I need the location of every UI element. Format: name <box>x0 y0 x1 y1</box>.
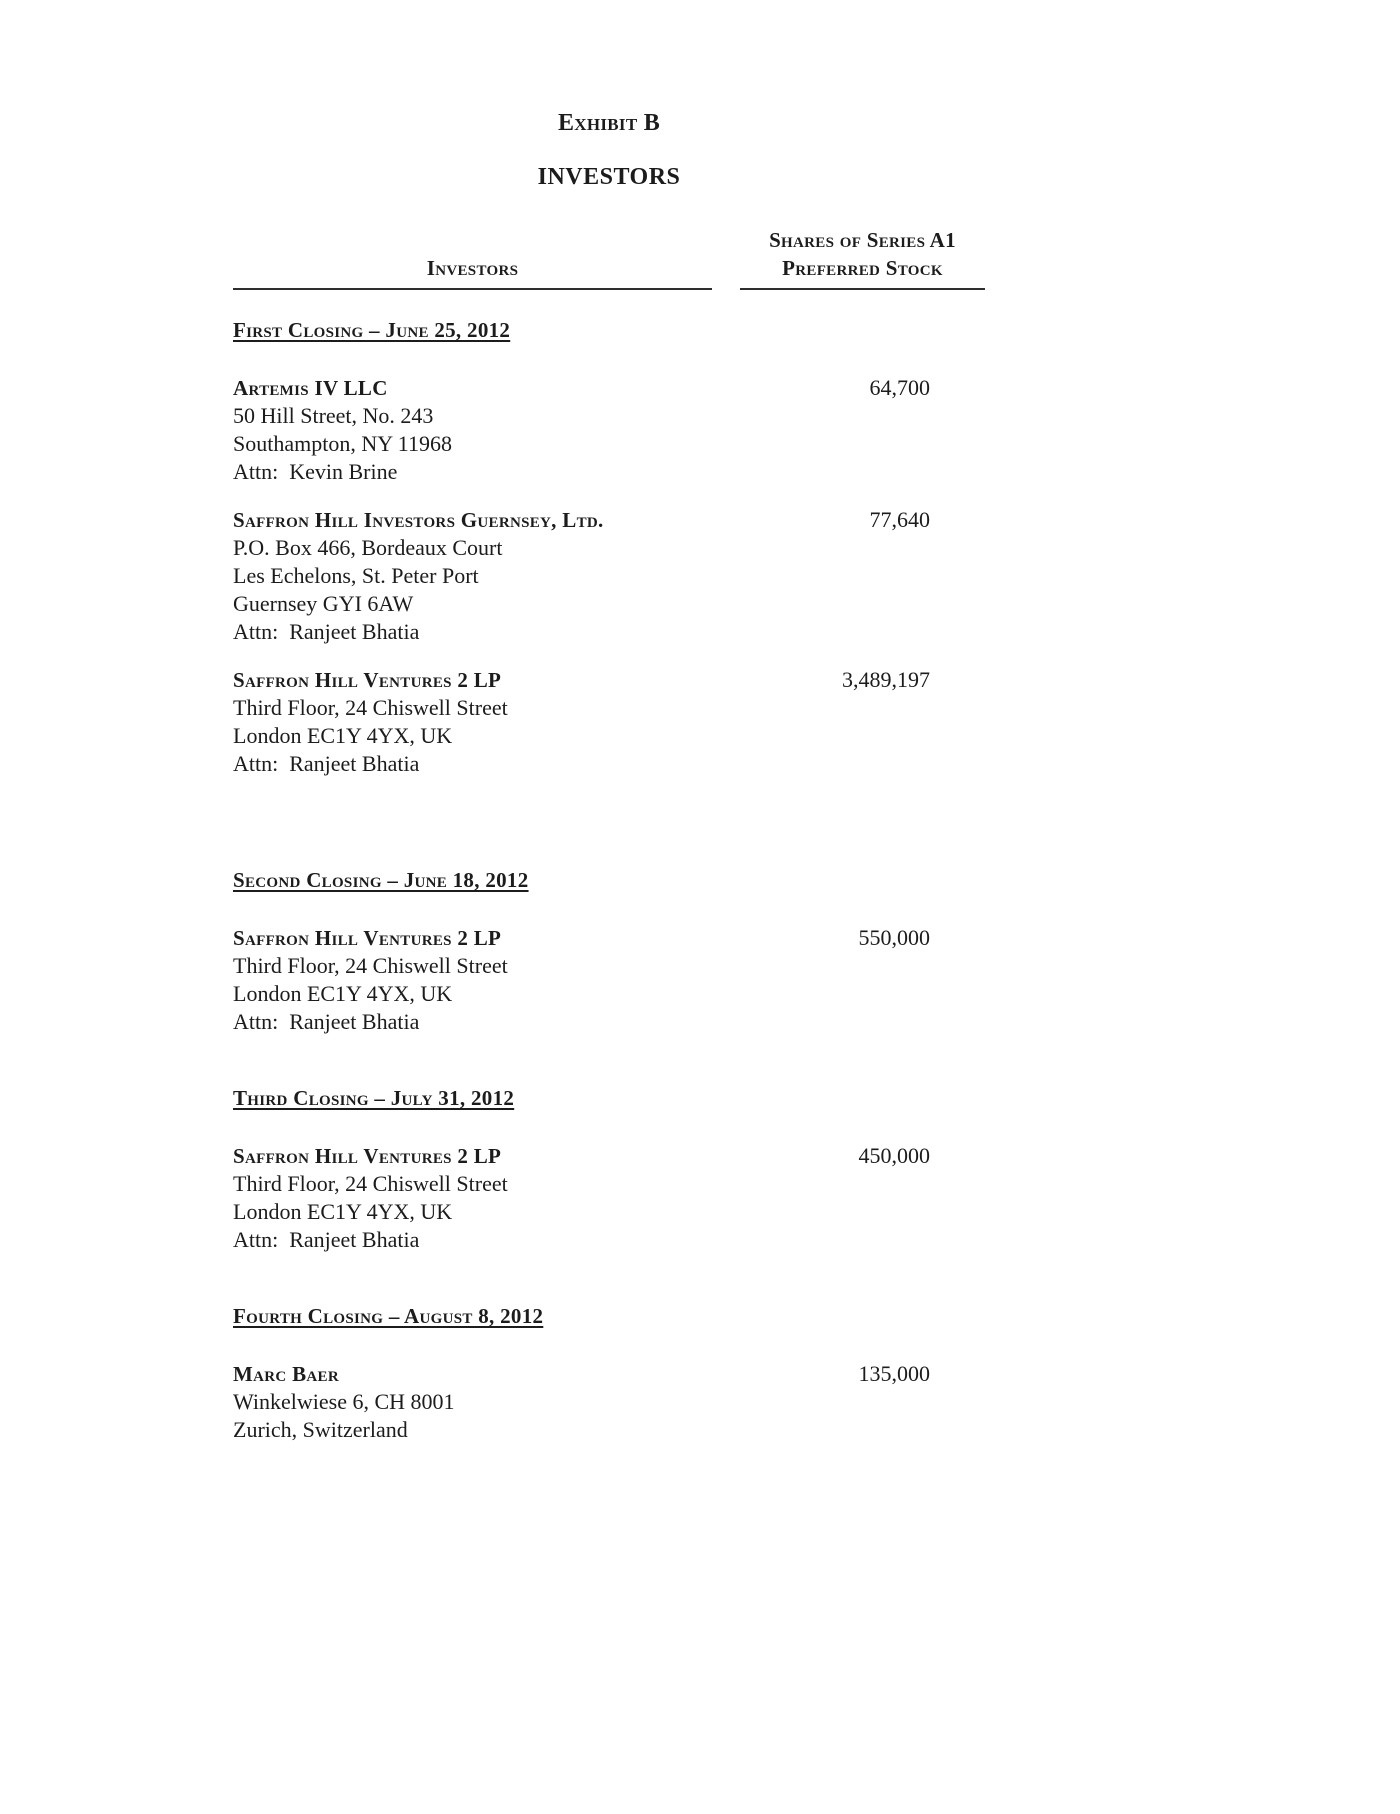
investor-entry <box>233 374 985 486</box>
closing-heading: Second Closing – June 18, 2012 <box>233 868 529 892</box>
investor-entry <box>233 1142 985 1254</box>
shares-value: 64,700 <box>869 375 930 400</box>
section-third-closing <box>233 1084 985 1254</box>
investor-info <box>233 1360 740 1444</box>
investor-address-line: Attn: Kevin Brine <box>233 459 398 484</box>
closing-heading: Fourth Closing – August 8, 2012 <box>233 1304 544 1328</box>
investor-info <box>233 506 740 646</box>
investor-address-line: Winkelwiese 6, CH 8001 <box>233 1389 455 1414</box>
document-subtitle: INVESTORS <box>537 164 681 190</box>
investor-name: Artemis IV LLC <box>233 376 388 400</box>
investor-address-line: Attn: Ranjeet Bhatia <box>233 619 420 644</box>
investor-address-line: Third Floor, 24 Chiswell Street <box>233 1171 508 1196</box>
investor-address-line: London EC1Y 4YX, UK <box>233 723 453 748</box>
investor-address-line: Les Echelons, St. Peter Port <box>233 563 479 588</box>
investor-address-line: Attn: Ranjeet Bhatia <box>233 751 420 776</box>
shares-value: 135,000 <box>858 1361 930 1386</box>
investors-column-header-label: Investors <box>426 256 519 280</box>
column-gap <box>712 226 740 290</box>
closing-heading: First Closing – June 25, 2012 <box>233 318 511 342</box>
investor-entry <box>233 924 985 1036</box>
investor-name: Saffron Hill Investors Guernsey, Ltd. <box>233 508 604 532</box>
investor-info <box>233 374 740 486</box>
investor-address-line: Attn: Ranjeet Bhatia <box>233 1009 420 1034</box>
investor-entry <box>233 506 985 646</box>
investor-address-line: Third Floor, 24 Chiswell Street <box>233 953 508 978</box>
table-header <box>233 226 985 290</box>
investor-address-line: P.O. Box 466, Bordeaux Court <box>233 535 503 560</box>
investor-info <box>233 924 740 1036</box>
shares-column-header-line2: Preferred Stock <box>782 256 943 280</box>
closing-heading: Third Closing – July 31, 2012 <box>233 1086 515 1110</box>
investor-entry <box>233 666 985 778</box>
investor-info <box>233 666 740 778</box>
shares-value: 550,000 <box>858 925 930 950</box>
shares-column-header <box>740 226 985 290</box>
shares-value: 450,000 <box>858 1143 930 1168</box>
investor-address-line: London EC1Y 4YX, UK <box>233 981 453 1006</box>
investor-address-line: Guernsey GYI 6AW <box>233 591 414 616</box>
investor-name: Saffron Hill Ventures 2 LP <box>233 926 502 950</box>
investor-address-line: Zurich, Switzerland <box>233 1417 408 1442</box>
shares-value: 3,489,197 <box>842 667 930 692</box>
investor-name: Saffron Hill Ventures 2 LP <box>233 1144 502 1168</box>
investor-entry <box>233 1360 985 1444</box>
shares-column-header-line1: Shares of Series A1 <box>769 228 956 252</box>
section-first-closing <box>233 316 985 778</box>
investor-address-line: 50 Hill Street, No. 243 <box>233 403 434 428</box>
investor-address-line: London EC1Y 4YX, UK <box>233 1199 453 1224</box>
document-title: Exhibit B <box>557 110 661 136</box>
investor-address-line: Southampton, NY 11968 <box>233 431 452 456</box>
shares-value: 77,640 <box>869 507 930 532</box>
investor-name: Saffron Hill Ventures 2 LP <box>233 668 502 692</box>
investor-info <box>233 1142 740 1254</box>
section-fourth-closing <box>233 1302 985 1444</box>
investor-address-line: Attn: Ranjeet Bhatia <box>233 1227 420 1252</box>
section-second-closing <box>233 866 985 1036</box>
investor-address-line: Third Floor, 24 Chiswell Street <box>233 695 508 720</box>
investors-column-header <box>233 226 712 290</box>
investor-name: Marc Baer <box>233 1362 339 1386</box>
